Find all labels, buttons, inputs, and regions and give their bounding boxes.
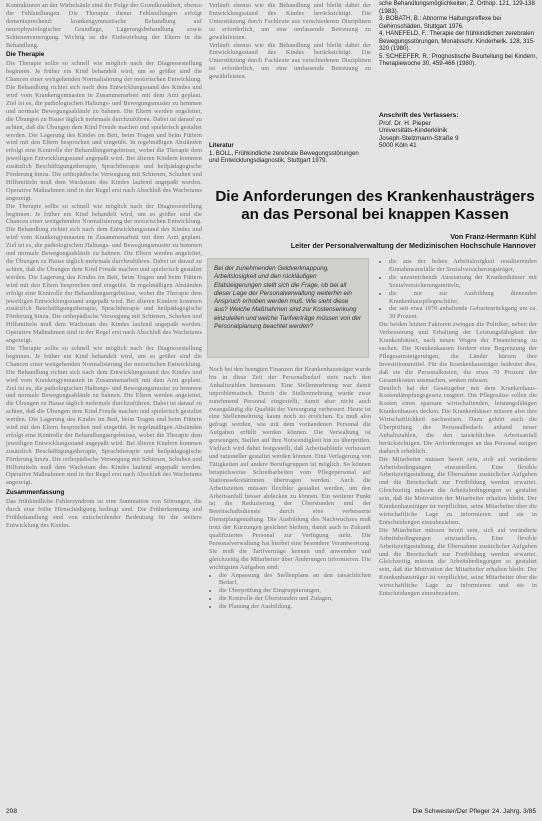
middle-bullet-list — [209, 572, 371, 612]
list-item: • die Planung der Ausbildung. — [219, 603, 371, 611]
middle-main-paragraph: Noch bei den beengten Finanzen der Krankenhausträger wurde bis in diese Zeit der Personalbedarf stets nach den Anhaltszahlen bemessen. Eine Stellenmehrung war damit unproblematisch. Durch die Stellenmehrung wurde zwar zunehmend Personal eingestellt, damit aber nicht auch zwangsläufig die Qualität der Versorgung verbessert. Heute ist eine Stellenmehrung kaum noch zu erreichen. Es muß also gefragt werden, wie mit dem vorhandenen Personal die Aufgaben erfüllt werden können. Die Verwaltung ist gezwungen, Stellen auf ihre Notwendigkeit hin zu überprüfen. Vielfach wird dabei festgestellt, daß Arbeitsabläufe verbessert und rationeller gestaltet werden können. Eine Verlagerung von Tätigkeiten auf andere Berufsgruppen ist möglich. So können beispielsweise Schreibarbeiten vom Pflegepersonal auf Stationssekretärinnen übertragen werden. Auch die Arbeitszeiten müssen flexibler gestaltet werden, um den Arbeitsanfall besser abdecken zu können. Ein weiterer Punkt ist die Reduzierung der Überstunden und der Bereitschaftsdienste durch eine verbesserte Dienstplangestaltung. Die Ausbildung des Nachwuchses muß trotz der Kürzungen gesichert bleiben, damit auch in Zukunft qualifiziertes Personal zur Verfügung steht. Die Personalverwaltung hat hierbei eine besondere Verantwortung. Sie muß die Tarifverträge kennen und anwenden und gleichzeitig die Mitarbeiter über Änderungen informieren. Die wichtigsten Aufgaben sind: — [209, 366, 371, 571]
journal-footer: Die Schwester/Der Pfleger 24. Jahrg. 3/85 — [412, 808, 536, 815]
reference-item: 1. BOLL, Frühkindliche zerebrale Bewegungsstörungen und Entwicklungsdiagnostik, Stuttgart 1979. — [209, 149, 359, 164]
list-item: • die unzureichende Ausstattung der Krankenhäuser mit Sozialversicherungsmitteln, — [389, 274, 537, 290]
left-paragraph-2: Die Therapie sollte so schnell wie möglich nach der Diagnosestellung beginnen. Je früher ein Kind behandelt wird, um so größer sind die Chancen einer weitgehenden Normalisierung der motorischen Entwicklung. Die Behandlung richtet sich nach dem Entwicklungsstand des Kindes und wird vom Krankengymnasten in Zusammenarbeit mit dem Arzt geplant. Ziel ist es, die pathologischen Haltungs- und Bewegungsmuster zu hemmen und normale Bewegungsabläufe zu bahnen. Die Eltern werden angeleitet, die Übungen zu Hause täglich mehrmals durchzuführen. Dabei ist darauf zu achten, daß die Übungen dem Kind Freude machen und spielerisch gestaltet werden. Die Lagerung des Kindes im Bett, beim Tragen und beim Füttern wird mit den Eltern besprochen und eingeübt. In regelmäßigen Abständen erfolgt eine Kontrolle der Behandlungsergebnisse, wobei die Therapie dem jeweiligen Entwicklungsstand angepaßt wird. Bei älteren Kindern kommen zusätzlich Beschäftigungstherapie, Sprachtherapie und heilpädagogische Förderung hinzu. Die orthopädische Versorgung mit Schienen, Schuhen und Hilfsmitteln muß dem Wachstum des Kindes laufend angepaßt werden. Operative Maßnahmen sind in der Regel erst nach Abschluß des Wachstums angezeigt. — [6, 60, 202, 202]
left-paragraph-3: Das frühkindliche Fehlersyndrom ist eine Summation von Störungen, die durch eine frühe Hirnschädigung bedingt sind. Die Früherkennung und Frühbehandlung sind von entscheidender Bedeutung für die weitere Entwicklung des Kindes. — [6, 498, 202, 529]
reference-item: 4. HANEFELD, F.: Therapie der frühkindlichen zerebralen Bewegungsstörungen, Monatsschr. Kinderheilk. 128, 315-320 (1980). — [379, 30, 536, 52]
right-bullet-list — [379, 258, 537, 321]
article-title: Die Anforderungen des Krankenhausträgers an das Personal bei knappen Kassen — [215, 188, 535, 223]
reference-item: 5. SCHEEFER, R.: Prognostische Beurteilung bei Kindern, Therapiewoche 30, 459-466 (1980). — [379, 52, 538, 67]
address-line: Joseph-Stelzmann-Straße 9 — [379, 134, 459, 142]
middle-column-top — [209, 2, 371, 142]
address-line: 5000 Köln 41 — [379, 142, 417, 150]
article-byline — [214, 232, 536, 250]
left-paragraph-2b: Die Therapie sollte so schnell wie möglich nach der Diagnosestellung beginnen. Je früher ein Kind behandelt wird, um so größer sind die Chancen einer weitgehenden Normalisierung der motorischen Entwicklung. Die Behandlung richtet sich nach dem Entwicklungsstand des Kindes und wird vom Krankengymnasten in Zusammenarbeit mit dem Arzt geplant. Ziel ist es, die pathologischen Haltungs- und Bewegungsmuster zu hemmen und normale Bewegungsabläufe zu bahnen. Die Eltern werden angeleitet, die Übungen zu Hause täglich mehrmals durchzuführen. Dabei ist darauf zu achten, daß die Übungen dem Kind Freude machen und spielerisch gestaltet werden. Die Lagerung des Kindes im Bett, beim Tragen und beim Füttern wird mit den Eltern besprochen und eingeübt. In regelmäßigen Abständen erfolgt eine Kontrolle der Behandlungsergebnisse, wobei die Therapie dem jeweiligen Entwicklungsstand angepaßt wird. Bei älteren Kindern kommen zusätzlich Beschäftigungstherapie, Sprachtherapie und heilpädagogische Förderung hinzu. Die orthopädische Versorgung mit Schienen, Schuhen und Hilfsmitteln muß dem Wachstum des Kindes laufend angepaßt werden. Operative Maßnahmen sind in der Regel erst nach Abschluß des Wachstums angezeigt. — [6, 202, 202, 345]
right-column-main — [379, 258, 537, 804]
reference-item: sche Behandlungsmöglichkeiten, Z. Orthop. 121, 129-138 (1983). — [379, 0, 535, 15]
left-column — [6, 2, 202, 804]
address-line: Prof. Dr. H. Pieper — [379, 119, 431, 127]
right-paragraph-2: Deutlich hat der Gesetzgeber mit dem Krankenhaus-Kostendämpfungsgesetz reagiert. Die Pflegesätze sollen die Kosten eines sparsam wirtschaftenden, leistungsfähigen Krankenhauses decken. Die Krankenhäuser müssen also ihre Wirtschaftlichkeit nachweisen. Dazu gehört auch die Überprüfung des Personalbedarfs anhand neuer Anhaltszahlen, die den tatsächlichen Arbeitsanfall berücksichtigen. Die Anforderungen an das Personal steigen dadurch erheblich. — [379, 384, 537, 455]
section-heading-summary: Zusammenfassung — [6, 489, 65, 497]
left-paragraph-2c: Die Therapie sollte so schnell wie möglich nach der Diagnosestellung beginnen. Je früher ein Kind behandelt wird, um so größer sind die Chancen einer weitgehenden Normalisierung der motorischen Entwicklung. Die Behandlung richtet sich nach dem Entwicklungsstand des Kindes und wird vom Krankengymnasten in Zusammenarbeit mit dem Arzt geplant. Ziel ist es, die pathologischen Haltungs- und Bewegungsmuster zu hemmen und normale Bewegungsabläufe zu bahnen. Die Eltern werden angeleitet, die Übungen zu Hause täglich mehrmals durchzuführen. Dabei ist darauf zu achten, daß die Übungen dem Kind Freude machen und spielerisch gestaltet werden. Die Lagerung des Kindes im Bett, beim Tragen und beim Füttern wird mit den Eltern besprochen und eingeübt. In regelmäßigen Abständen erfolgt eine Kontrolle der Behandlungsergebnisse, wobei die Therapie dem jeweiligen Entwicklungsstand angepaßt wird. Bei älteren Kindern kommen zusätzlich Beschäftigungstherapie, Sprachtherapie und heilpädagogische Förderung hinzu. Die orthopädische Versorgung mit Schienen, Schuhen und Hilfsmitteln muß dem Wachstum des Kindes laufend angepaßt werden. Operative Maßnahmen sind in der Regel erst nach Abschluß des Wachstums angezeigt. — [6, 344, 202, 487]
list-item: • die Anpassung des Stellenplans an den tatsächlichen Bedarf, — [219, 572, 371, 588]
middle-column-main — [209, 366, 371, 804]
references-heading: Literatur — [209, 142, 234, 149]
author-role: Leiter der Personalverwaltung der Medizinischen Hochschule Hannover — [290, 241, 536, 251]
author-name: Von Franz-Hermann Kühl — [450, 232, 536, 241]
right-paragraph-1: Die beiden letzten Faktoren zwingen die Politiker, neben der Verbesserung und Erhaltung der Leistungsfähigkeit der Krankenhäuser, nach neuen Wegen der Finanzierung zu suchen. Die Krankenkassen fordern eine Begrenzung der Pflegesatzsteigerungen, die Länder kürzen ihre Investitionsmittel. Für die Krankenhausträger bedeutet dies, daß sie die Personalkosten, die etwa 70 Prozent der Gesamtkosten ausmachen, senken müssen. — [379, 321, 537, 384]
left-paragraph-1: Kontrakturen an der Wirbelsäule sind die Folge der Grundkrankheit, ebenso die Fehlstellungen. Die Therapie dieser Fehlstellungen erfolgt dementsprechend: krankengymnastische Behandlung auf neurophysiologischer Grundlage, Lagerungsbehandlung sowie Schienenversorgung. Wichtig ist die Einbeziehung der Eltern in die Behandlung. — [6, 2, 202, 49]
right-paragraph-3: Die Mitarbeiter müssen bereit sein, sich auf veränderte Arbeitsbedingungen einzustellen. Eine flexible Arbeitszeitgestaltung, die Übernahme zusätzlicher Aufgaben und die Bereitschaft zur Fortbildung werden erwartet. Gleichzeitig müssen die Arbeitsbedingungen so gestaltet sein, daß die Motivation der Mitarbeiter erhalten bleibt. Der Krankenhausträger ist verpflichtet, seine Mitarbeiter über die wirtschaftliche Lage zu informieren und sie in Entscheidungen einzubeziehen. — [379, 455, 537, 526]
reference-item: 3. BOBATH, B.: Abnorme Haltungsreflexe bei Gehirnschäden, Stuttgart 1976. — [379, 15, 502, 30]
address-heading: Anschrift des Verfassers: — [379, 112, 459, 119]
section-heading-therapy: Die Therapie — [6, 51, 45, 59]
list-item: • die Kontrolle der Überstunden und Zulagen, — [219, 595, 371, 603]
middle-paragraph-1: Verläuft ebenso wie die Behandlung und bleibt dabei der Entwicklungsstand des Kindes berücksichtigt. Die Unterstützung durch Fachleute aus verschiedenen Disziplinen ist erforderlich, um eine umfassende Betreuung zu gewährleisten. — [209, 2, 371, 41]
right-paragraph-3b: Die Mitarbeiter müssen bereit sein, sich auf veränderte Arbeitsbedingungen einzustellen. Eine flexible Arbeitszeitgestaltung, die Übernahme zusätzlicher Aufgaben und die Bereitschaft zur Fortbildung werden erwartet. Gleichzeitig müssen die Arbeitsbedingungen so gestaltet sein, daß die Motivation der Mitarbeiter erhalten bleibt. Der Krankenhausträger ist verpflichtet, seine Mitarbeiter über die wirtschaftliche Lage zu informieren und sie in Entscheidungen einzubeziehen. — [379, 526, 537, 598]
list-item: • die Überprüfung der Eingruppierungen, — [219, 587, 371, 595]
page-number: 208 — [6, 808, 18, 815]
list-item: • der seit etwa 1970 anhaltende Geburtenrückgang um ca. 30 Prozent. — [389, 305, 537, 321]
address-line: Universitäts-Kinderklinik — [379, 127, 448, 135]
middle-paragraph-1b: Verläuft ebenso wie die Behandlung und bleibt dabei der Entwicklungsstand des Kindes berücksichtigt. Die Unterstützung durch Fachleute aus verschiedenen Disziplinen ist erforderlich, um eine umfassende Betreuung zu gewährleisten. — [209, 41, 371, 81]
right-references — [379, 0, 539, 68]
intro-box: Bei der zunehmenden Geldverknappung, Arbeitslosigkeit und den rückläufigen Etatsteigerungen stellt sich die Frage, ob bei all dieser Lage der Personalverwaltung weiterhin ein Anspruch erhoben werden muß. Wie sieht diese aus? Welche Maßnahmen sind zur Kostensenkung einzuleiten und welche Tarifverträge müssen von der Personalplanung beachtet werden? — [207, 258, 369, 358]
middle-references — [209, 142, 369, 165]
list-item: • die aus der hohen Arbeitslosigkeit resultierenden Einnahmeausfälle der Sozialversicherungsträger, — [389, 258, 537, 274]
author-address — [379, 112, 539, 150]
list-item: • die nur zur Ausbildung dienenden Krankenhauspflegeschüler, — [389, 290, 537, 306]
